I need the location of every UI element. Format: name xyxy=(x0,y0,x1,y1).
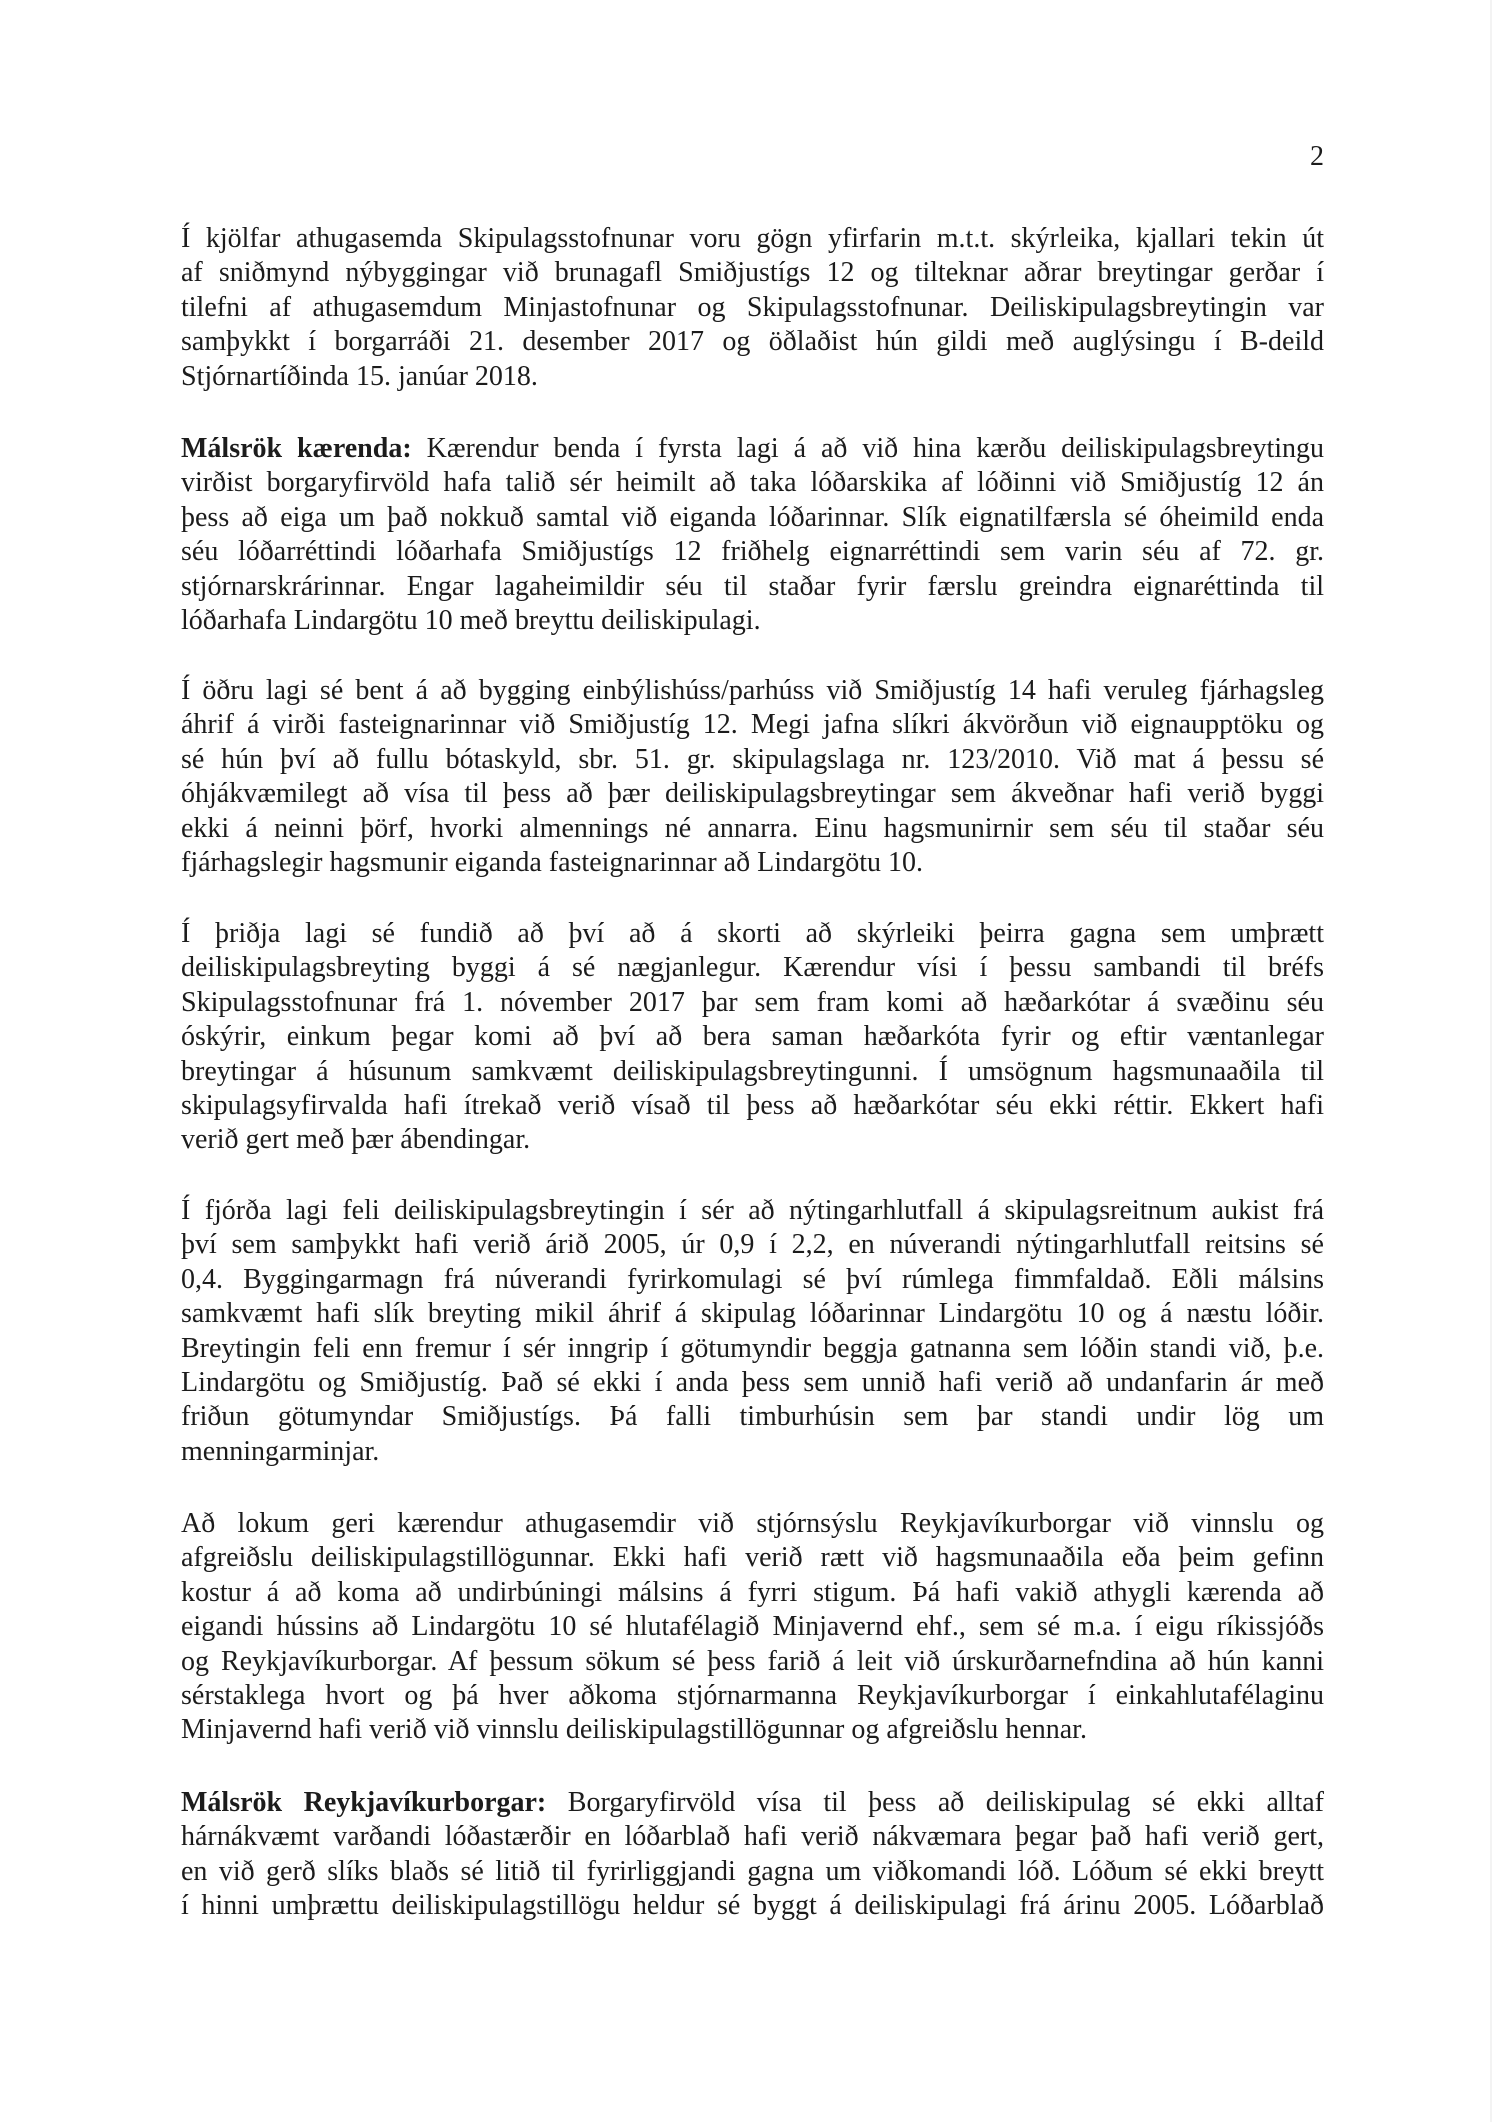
text-line: fjárhagslegir hagsmunir eiganda fasteignarinnar að Lindargötu 10. xyxy=(181,846,924,878)
section-heading: Málsrök Reykjavíkurborgar: xyxy=(181,1787,547,1818)
text-line: óhjákvæmilegt að vísa til þess að þær deiliskipulagsbreytingar sem ákveðnar hafi verið byggi xyxy=(181,778,1324,810)
text-line: afgreiðslu deiliskipulagstillögunnar. Ekki hafi verið rætt við hagsmunaaðila eða þeim gefinn xyxy=(181,1542,1324,1574)
text-line: sé hún því að fullu bótaskyld, sbr. 51. gr. skipulagslaga nr. 123/2010. Við mat á þessu sé xyxy=(181,743,1324,775)
paragraph-second-point xyxy=(181,674,1324,880)
text-line: Í þriðja lagi sé fundið að því að á skorti að skýrleiki þeirra gagna sem umþrætt xyxy=(181,918,1324,949)
text-line: verið gert með þær ábendingar. xyxy=(181,1124,531,1156)
text-line: samkvæmt hafi slík breyting mikil áhrif á skipulag lóðarinnar Lindargötu 10 og á næstu lóðir. xyxy=(181,1298,1324,1330)
text-line: eigandi hússins að Lindargötu 10 sé hlutafélagið Minjavernd ehf., sem sé m.a. í eigu ríkissjóðs xyxy=(181,1611,1324,1643)
text-line: tilefni af athugasemdum Minjastofnunar og Skipulagsstofnunar. Deiliskipulagsbreytingin var xyxy=(181,291,1324,323)
text-line: séu lóðarréttindi lóðarhafa Smiðjustígs 12 friðhelg eignarréttindi sem varin séu af 72. gr. xyxy=(181,536,1324,568)
text-segment: Kærendur benda í fyrsta lagi á að við hina kærðu deiliskipulagsbreytingu xyxy=(411,433,1324,464)
text-line: skipulagsyfirvalda hafi ítrekað verið vísað til þess að hæðarkótar séu ekki réttir. Ekkert hafi xyxy=(181,1089,1324,1121)
text-line: Minjavernd hafi verið við vinnslu deiliskipulagstillögunnar og afgreiðslu hennar. xyxy=(181,1714,1087,1746)
text-line: lóðarhafa Lindargötu 10 með breyttu deiliskipulagi. xyxy=(181,604,761,636)
text-line: stjórnarskrárinnar. Engar lagaheimildir séu til staðar fyrir færslu greindra eignaréttinda til xyxy=(181,570,1324,602)
text-line: Í kjölfar athugasemda Skipulagsstofnunar voru gögn yfirfarin m.t.t. skýrleika, kjallari tekin út xyxy=(181,223,1324,254)
text-line: virðist borgaryfirvöld hafa talið sér heimilt að taka lóðarskika af lóðinni við Smiðjustíg 12 án xyxy=(181,467,1324,499)
text-line: óskýrir, einkum þegar komi að því að bera saman hæðarkóta fyrir og eftir væntanlegar xyxy=(181,1021,1324,1053)
text-line: breytingar á húsunum samkvæmt deiliskipulagsbreytingunni. Í umsögnum hagsmunaaðila til xyxy=(181,1055,1324,1087)
paragraph-final-point xyxy=(181,1507,1324,1748)
text-line: hárnákvæmt varðandi lóðastærðir en lóðarblað hafi verið nákvæmara þegar það hafi verið gert, xyxy=(181,1821,1324,1853)
text-line xyxy=(181,1786,1324,1820)
text-segment: Borgaryfirvöld vísa til þess að deiliskipulag sé ekki alltaf xyxy=(546,1787,1324,1818)
paragraph-fourth-point xyxy=(181,1194,1324,1469)
paragraph-adoption xyxy=(181,222,1324,394)
text-line: Að lokum geri kærendur athugasemdir við stjórnsýslu Reykjavíkurborgar við vinnslu og xyxy=(181,1508,1324,1539)
text-line: Stjórnartíðinda 15. janúar 2018. xyxy=(181,360,538,392)
text-line: og Reykjavíkurborgar. Af þessum sökum sé þess farið á leit við úrskurðarnefndina að hún kanni xyxy=(181,1645,1324,1677)
text-line: ekki á neinni þörf, hvorki almennings né annarra. Einu hagsmunirnir sem séu til staðar séu xyxy=(181,812,1324,844)
scan-edge xyxy=(1490,0,1492,2122)
text-line: Í fjórða lagi feli deiliskipulagsbreytingin í sér að nýtingarhlutfall á skipulagsreitnum aukist frá xyxy=(181,1195,1324,1226)
paragraph-appellants-arguments xyxy=(181,432,1324,638)
text-line: Lindargötu og Smiðjustíg. Það sé ekki í anda þess sem unnið hafi verið að undanfarin ár með xyxy=(181,1366,1324,1398)
text-line: friðun götumyndar Smiðjustígs. Þá falli timburhúsin sem þar standi undir lög um xyxy=(181,1401,1324,1433)
text-line: því sem samþykkt hafi verið árið 2005, úr 0,9 í 2,2, en núverandi nýtingarhlutfall reitsins sé xyxy=(181,1229,1324,1261)
text-line: í hinni umþrættu deiliskipulagstillögu heldur sé byggt á deiliskipulagi frá árinu 2005. Lóðarblað xyxy=(181,1890,1324,1922)
paragraph-third-point xyxy=(181,917,1324,1158)
text-line: Skipulagsstofnunar frá 1. nóvember 2017 þar sem fram komi að hæðarkótar á svæðinu séu xyxy=(181,986,1324,1018)
text-line: þess að eiga um það nokkuð samtal við eiganda lóðarinnar. Slík eignatilfærsla sé óheimild enda xyxy=(181,501,1324,533)
text-line: Breytingin feli enn fremur í sér inngrip í götumyndir beggja gatnanna sem lóðin standi við, þ.e. xyxy=(181,1332,1324,1364)
text-line: sérstaklega hvort og þá hver aðkoma stjórnarmanna Reykjavíkurborgar í einkahlutafélaginu xyxy=(181,1679,1324,1711)
text-line: kostur á að koma að undirbúningi málsins á fyrri stigum. Þá hafi vakið athygli kærenda að xyxy=(181,1576,1324,1608)
page-number: 2 xyxy=(1310,141,1324,172)
text-line: deiliskipulagsbreyting byggi á sé nægjanlegur. Kærendur vísi í þessu sambandi til bréfs xyxy=(181,952,1324,984)
text-line: áhrif á virði fasteignarinnar við Smiðjustíg 12. Megi jafna slíkri ákvörðun við eignaupptöku og xyxy=(181,709,1324,741)
text-line xyxy=(181,432,1324,466)
text-line: Í öðru lagi sé bent á að bygging einbýlishúss/parhúss við Smiðjustíg 14 hafi veruleg fjárhagsleg xyxy=(181,675,1324,706)
text-line: menningarminjar. xyxy=(181,1435,380,1467)
text-line: samþykkt í borgarráði 21. desember 2017 og öðlaðist hún gildi með auglýsingu í B-deild xyxy=(181,326,1324,358)
text-line: af sniðmynd nýbyggingar við brunagafl Smiðjustígs 12 og tilteknar aðrar breytingar gerðar í xyxy=(181,257,1324,289)
section-heading: Málsrök kærenda: xyxy=(181,433,412,464)
text-line: 0,4. Byggingarmagn frá núverandi fyrirkomulagi sé því rúmlega fimmfaldað. Eðli málsins xyxy=(181,1263,1324,1295)
paragraph-city-arguments xyxy=(181,1786,1324,1924)
text-line: en við gerð slíks blaðs sé litið til fyrirliggjandi gagna um viðkomandi lóð. Lóðum sé ekki breytt xyxy=(181,1855,1324,1887)
